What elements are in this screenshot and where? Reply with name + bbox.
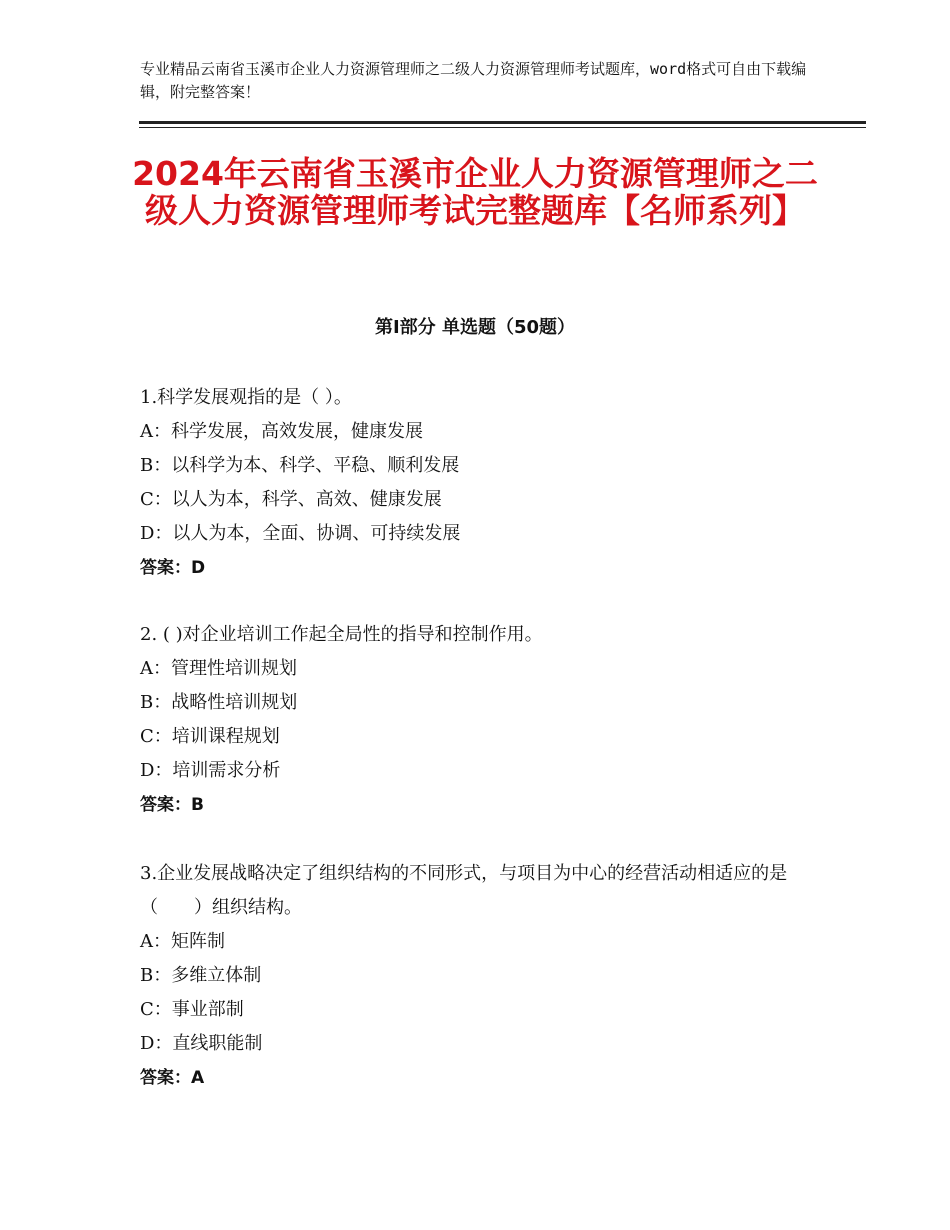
section-heading: 第Ⅰ部分 单选题（50题） [374, 317, 575, 338]
header-rule-thick [139, 121, 866, 124]
option-b: B：战略性培训规划 [140, 692, 298, 713]
document-title: 2024年云南省玉溪市企业人力资源管理师之二级人力资源管理师考试完整题库【名师系列】 [132, 154, 818, 230]
option-c: C：培训课程规划 [140, 726, 280, 747]
header-note: 专业精品云南省玉溪市企业人力资源管理师之二级人力资源管理师考试题库，word格式可自由下载编辑，附完整答案！ [140, 60, 807, 101]
option-c: C：事业部制 [140, 999, 244, 1020]
question-2 [140, 618, 840, 822]
question-3 [140, 857, 810, 1095]
question-stem: 3.企业发展战略决定了组织结构的不同形式，与项目为中心的经营活动相适应的是（ ）组织结构。 [140, 863, 788, 918]
question-stem: 2. ( )对企业培训工作起全局性的指导和控制作用。 [140, 624, 543, 645]
option-c: C：以人为本，科学、高效、健康发展 [140, 489, 442, 510]
option-d: D：培训需求分析 [140, 760, 281, 781]
question-stem: 1.科学发展观指的是（ ）。 [140, 387, 352, 408]
option-b: B：多维立体制 [140, 965, 262, 986]
option-d: D：以人为本，全面、协调、可持续发展 [140, 523, 461, 544]
answer-label: 答案：D [140, 558, 206, 578]
option-a: A：矩阵制 [140, 931, 225, 952]
question-1 [140, 381, 840, 585]
option-a: A：管理性培训规划 [140, 658, 297, 679]
option-a: A：科学发展，高效发展，健康发展 [140, 421, 423, 442]
option-b: B：以科学为本、科学、平稳、顺利发展 [140, 455, 460, 476]
header-rule-thin [139, 127, 866, 128]
answer-label: 答案：A [140, 1068, 205, 1088]
option-d: D：直线职能制 [140, 1033, 263, 1054]
answer-label: 答案：B [140, 795, 204, 815]
